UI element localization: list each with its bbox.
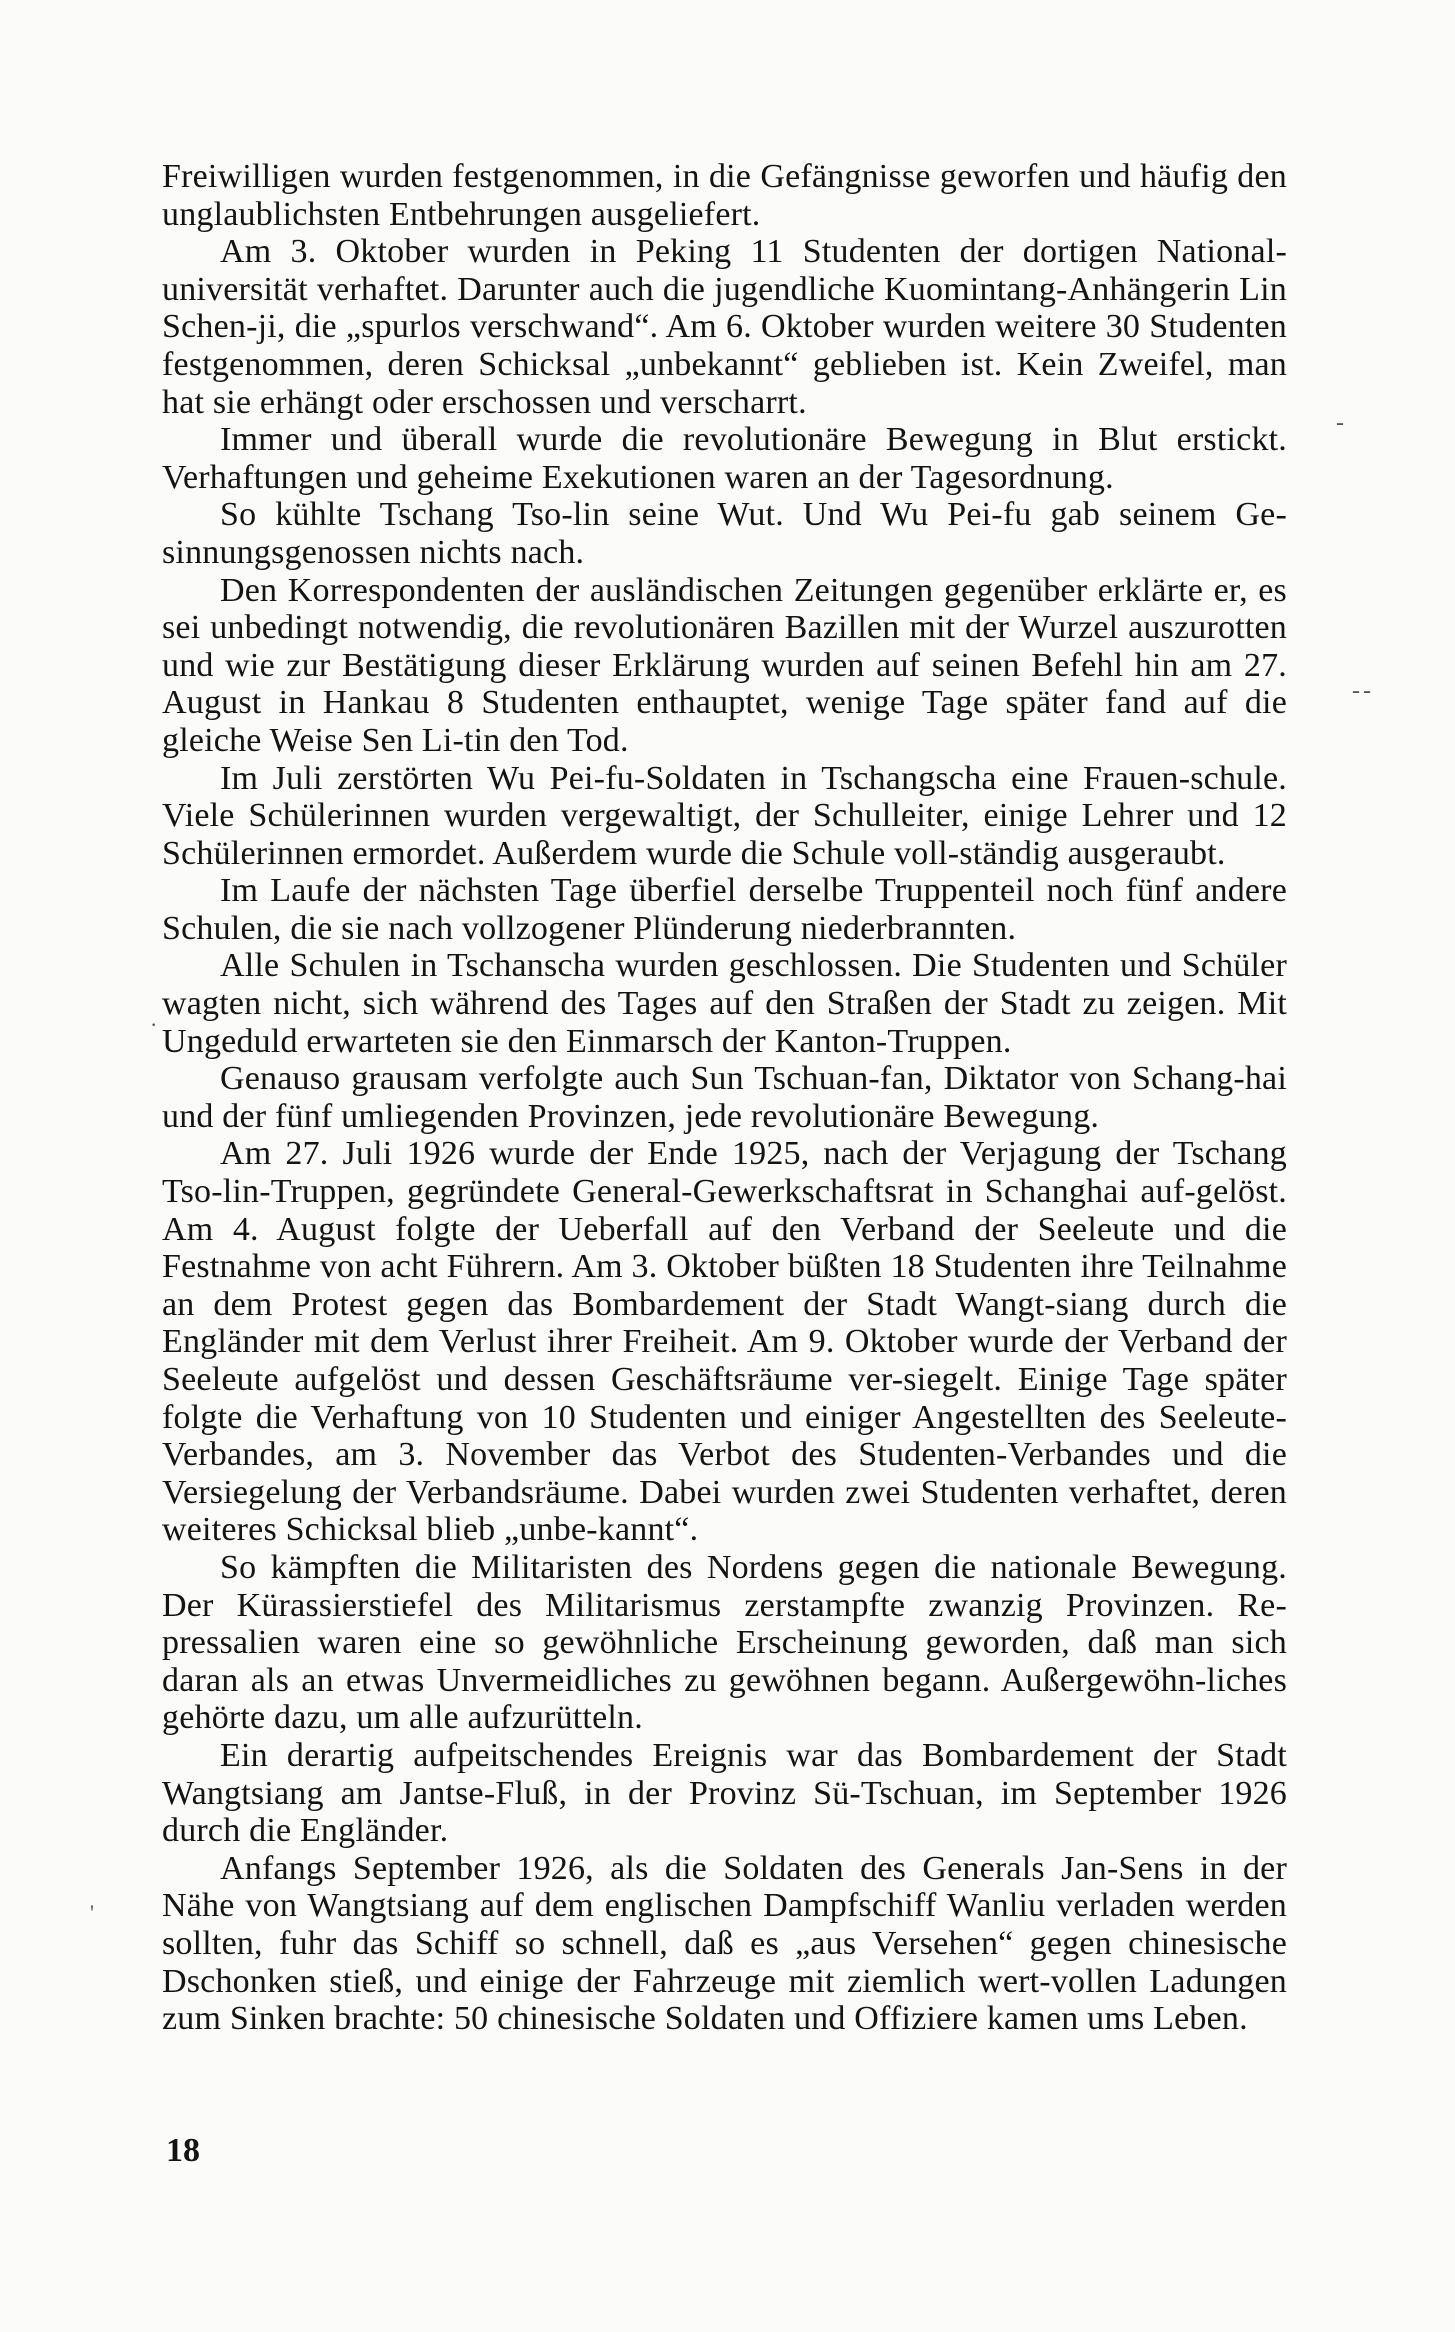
paragraph: So kühlte Tschang Tso-lin seine Wut. Und Wu Pei-fu gab seinem Ge-sinnungsgenossen nichts nach. [162,496,1287,571]
paragraph: Im Juli zerstörten Wu Pei-fu-Soldaten in Tschangscha eine Frauen-schule. Viele Schülerinnen wurden vergewaltigt, der Schulleiter, einige Lehrer und 12 Schülerinnen ermordet. Außerdem wurde die Schule voll-ständig ausgeraubt. [162,759,1287,872]
paragraph: Ein derartig aufpeitschendes Ereignis war das Bombardement der Stadt Wangtsiang am Jantse-Fluß, in der Provinz Sü-Tschuan, im September 1926 durch die Engländer. [162,1736,1287,1850]
paragraph: Genauso grausam verfolgte auch Sun Tschuan-fan, Diktator von Schang-hai und der fünf umliegenden Provinzen, jede revolutionäre Bewegung. [162,1060,1287,1135]
paragraph: Freiwilligen wurden festgenommen, in die Gefängnisse geworfen und häufig den unglaublichsten Entbehrungen ausgeliefert. [162,158,1287,233]
body-text [162,158,1287,2038]
margin-mark: · [150,1012,158,1037]
margin-mark: ' [90,1900,94,1925]
paragraph: Am 27. Juli 1926 wurde der Ende 1925, nach der Verjagung der Tschang Tso-lin-Truppen, gegründete General-Gewerkschaftsrat in Schanghai auf-gelöst. Am 4. August folgte der Ueberfall auf den Verband der Seeleute und die Festnahme von acht Führern. Am 3. Oktober büßten 18 Studenten ihre Teilnahme an dem Protest gegen das Bombardement der Stadt Wangt-siang durch die Engländer mit dem Verlust ihrer Freiheit. Am 9. Oktober wurde der Verband der Seeleute aufgelöst und dessen Geschäftsräume ver-siegelt. Einige Tage später folgte die Verhaftung von 10 Studenten und einiger Angestellten des Seeleute-Verbandes, am 3. November das Verbot des Studenten-Verbandes und die Versiegelung der Verbandsräume. Dabei wurden zwei Studenten verhaftet, deren weiteres Schicksal blieb „unbe-kannt“. [162,1135,1287,1549]
paragraph: Immer und überall wurde die revolutionäre Bewegung in Blut erstickt. Verhaftungen und geheime Exekutionen waren an der Tagesordnung. [162,421,1287,496]
paragraph: Alle Schulen in Tschanscha wurden geschlossen. Die Studenten und Schüler wagten nicht, sich während des Tages auf den Straßen der Stadt zu zeigen. Mit Ungeduld erwarteten sie den Einmarsch der Kanton-Truppen. [162,947,1287,1060]
paragraph: Den Korrespondenten der ausländischen Zeitungen gegenüber erklärte er, es sei unbedingt notwendig, die revolutionären Bazillen mit der Wurzel auszurotten und wie zur Bestätigung dieser Erklärung wurden auf seinen Befehl hin am 27. August in Hankau 8 Studenten enthauptet, wenige Tage später fand auf die gleiche Weise Sen Li-tin den Tod. [162,571,1287,759]
paragraph: So kämpften die Militaristen des Nordens gegen die nationale Bewegung. Der Kürassierstiefel des Militarismus zerstampfte zwanzig Provinzen. Re-pressalien waren eine so gewöhnliche Erscheinung geworden, daß man sich daran als an etwas Unvermeidliches zu gewöhnen begann. Außergewöhn-liches gehörte dazu, um alle aufzurütteln. [162,1548,1287,1737]
paragraph: Anfangs September 1926, als die Soldaten des Generals Jan-Sens in der Nähe von Wangtsiang auf dem englischen Dampfschiff Wanliu verladen werden sollten, fuhr das Schiff so schnell, daß es „aus Versehen“ gegen chinesische Dschonken stieß, und einige der Fahrzeuge mit ziemlich wert-vollen Ladungen zum Sinken brachte: 50 chinesische Soldaten und Offiziere kamen ums Leben. [162,1849,1287,2038]
margin-mark: -- [1352,678,1374,704]
paragraph: Im Laufe der nächsten Tage überfiel derselbe Truppenteil noch fünf andere Schulen, die sie nach vollzogener Plünderung niederbrannten. [162,872,1287,947]
page-number: 18 [166,2132,200,2169]
paragraph: Am 3. Oktober wurden in Peking 11 Studenten der dortigen National-universität verhaftet. Darunter auch die jugendliche Kuomintang-Anhängerin Lin Schen-ji, die „spurlos verschwand“. Am 6. Oktober wurden weitere 30 Studenten festgenommen, deren Schicksal „unbekannt“ geblieben ist. Kein Zweifel, man hat sie erhängt oder erschossen und verscharrt. [162,233,1287,421]
margin-mark: - [1336,410,1344,436]
